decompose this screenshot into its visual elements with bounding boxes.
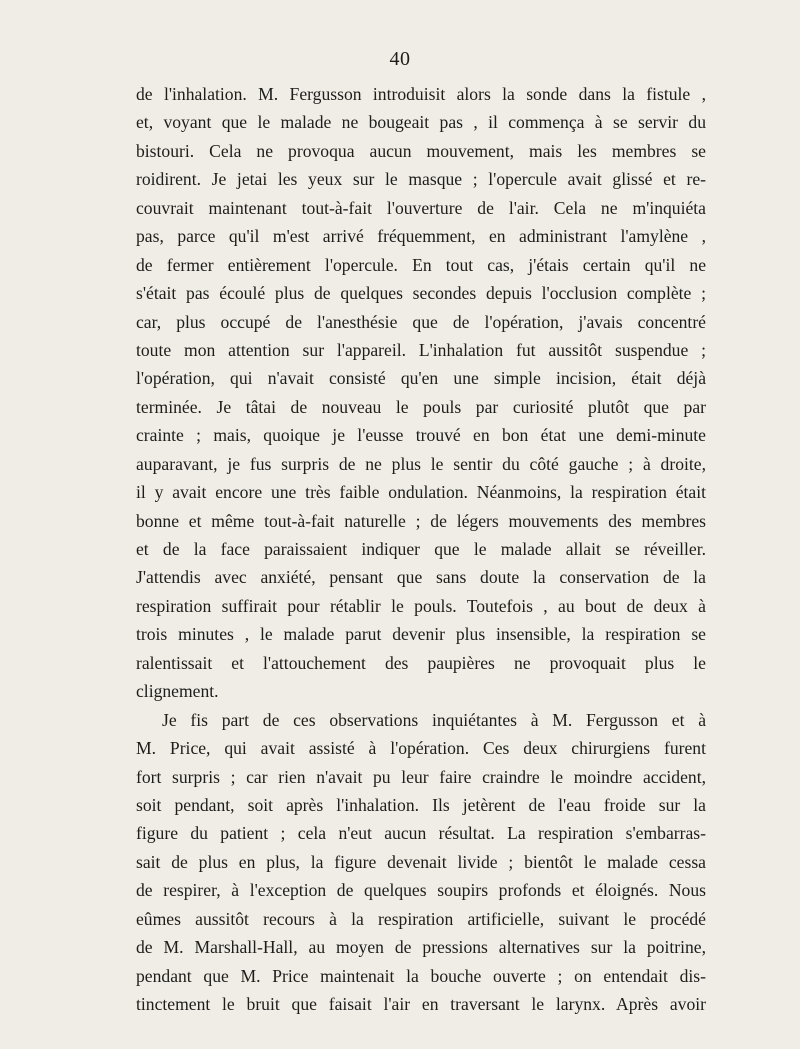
text-line: pendant que M. Price maintenait la bouche ouverte ; on entendait dis- [136,965,706,986]
page-number: 40 [389,48,411,70]
paragraph [136,80,706,706]
text-line: et de la face paraissaient indiquer que le malade allait se réveiller. [136,539,706,559]
text-line: de fermer entièrement l'opercule. En tout cas, j'étais certain qu'il ne [136,254,706,275]
text-line: figure du patient ; cela n'eut aucun résultat. La respiration s'embarras- [136,823,706,844]
text-line: bonne et même tout-à-fait naturelle ; de légers mouvements des membres [136,510,706,531]
text-line: trois minutes , le malade parut devenir plus insensible, la respiration se [136,624,706,645]
paragraph [136,706,706,1019]
text-line: bistouri. Cela ne provoqua aucun mouvement, mais les membres se [136,140,706,161]
text-line: auparavant, je fus surpris de ne plus le sentir du côté gauche ; à droite, [136,453,706,474]
text-line: clignement. [136,681,219,702]
text-line: couvrait maintenant tout-à-fait l'ouverture de l'air. Cela ne m'inquiéta [136,197,706,218]
text-line: respiration suffirait pour rétablir le pouls. Toutefois , au bout de deux à [136,595,706,616]
body-text [136,80,706,1018]
text-line: de respirer, à l'exception de quelques soupirs profonds et éloignés. Nous [136,880,706,901]
text-line: soit pendant, soit après l'inhalation. Ils jetèrent de l'eau froide sur la [136,794,706,815]
text-line: il y avait encore une très faible ondulation. Néanmoins, la respiration était [136,482,706,503]
text-line: car, plus occupé de l'anesthésie que de l'opération, j'avais concentré [136,311,706,332]
text-line: pas, parce qu'il m'est arrivé fréquemment, en administrant l'amylène , [136,226,706,247]
text-line: ralentissait et l'attouchement des paupières ne provoquait plus le [136,652,706,673]
text-line: J'attendis avec anxiété, pensant que sans doute la conservation de la [136,567,706,588]
text-line: M. Price, qui avait assisté à l'opération. Ces deux chirurgiens furent [136,738,706,759]
text-line: eûmes aussitôt recours à la respiration artificielle, suivant le procédé [136,908,706,929]
text-line: Je fis part de ces observations inquiétantes à M. Fergusson et à [162,709,706,730]
text-line: sait de plus en plus, la figure devenait livide ; bientôt le malade cessa [136,851,706,872]
text-line: et, voyant que le malade ne bougeait pas , il commença à se servir du [136,112,706,133]
text-line: crainte ; mais, quoique je l'eusse trouvé en bon état une demi-minute [136,425,706,446]
text-line: toute mon attention sur l'appareil. L'inhalation fut aussitôt suspendue ; [136,339,706,360]
text-line: de M. Marshall-Hall, au moyen de pressions alternatives sur la poitrine, [136,937,706,958]
text-line: terminée. Je tâtai de nouveau le pouls par curiosité plutôt que par [136,396,706,417]
text-line: s'était pas écoulé plus de quelques secondes depuis l'occlusion complète ; [136,283,706,304]
text-line: roidirent. Je jetai les yeux sur le masque ; l'opercule avait glissé et re- [136,169,706,190]
text-line: de l'inhalation. M. Fergusson introduisit alors la sonde dans la fistule , [136,84,706,104]
text-line: tinctement le bruit que faisait l'air en traversant le larynx. Après avoir [136,994,706,1014]
text-line: fort surpris ; car rien n'avait pu leur faire craindre le moindre accident, [136,766,706,787]
text-line: l'opération, qui n'avait consisté qu'en une simple incision, était déjà [136,368,706,389]
